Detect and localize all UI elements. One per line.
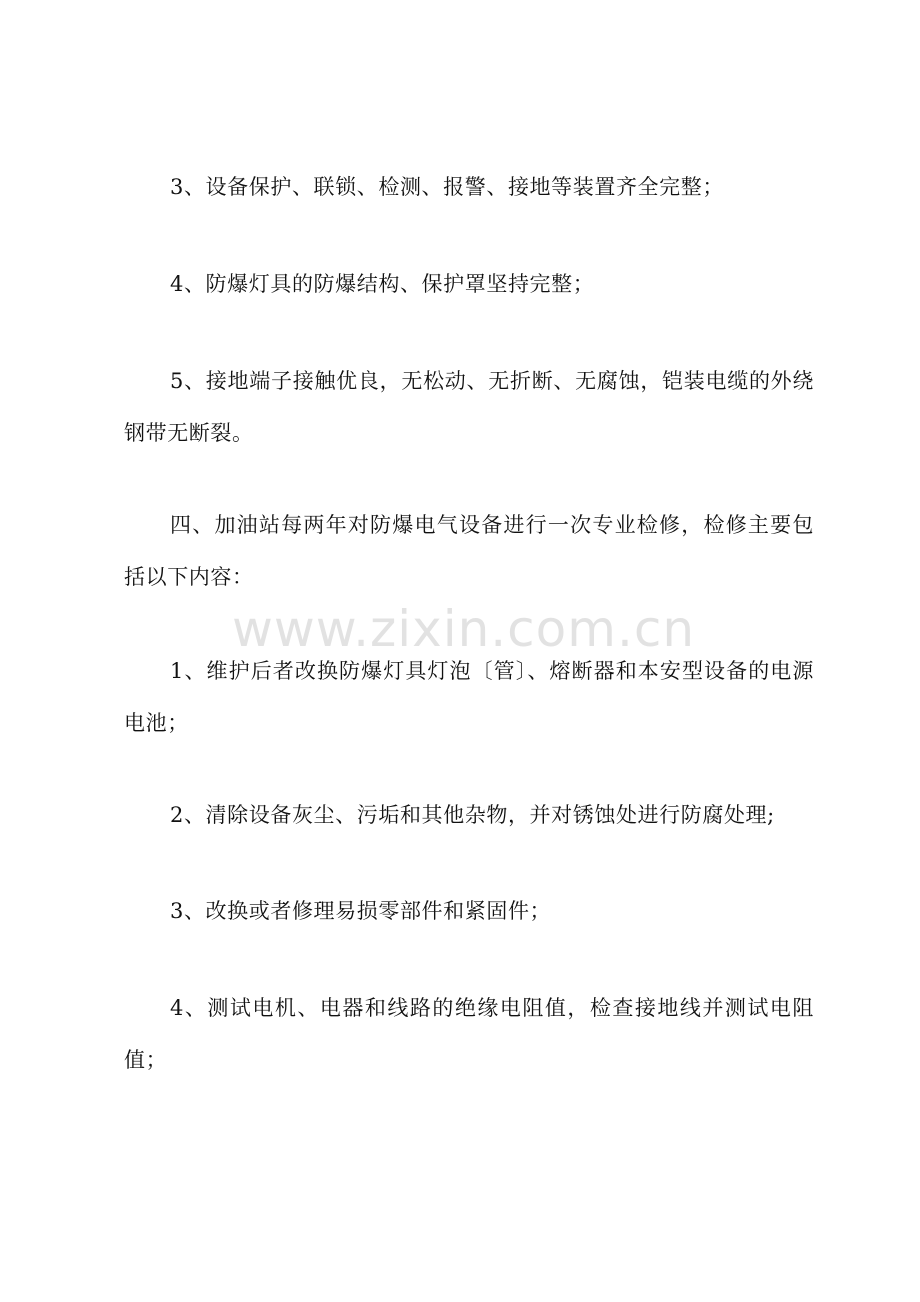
paragraph-item-2-cleaning: 2、清除设备灰尘、污垢和其他杂物，并对锈蚀处进行防腐处理; bbox=[170, 803, 775, 827]
paragraph-item-4-testing: 4、测试电机、电器和线路的绝缘电阻值，检查接地线并测试电阻值； bbox=[124, 996, 814, 1072]
paragraph-item-4-lamp-structure: 4、防爆灯具的防爆结构、保护罩坚持完整； bbox=[170, 272, 595, 296]
paragraph-item-1-maintenance: 1、维护后者改换防爆灯具灯泡〔管〕、熔断器和本安型设备的电源电池； bbox=[124, 659, 814, 735]
paragraph-item-3-protection: 3、设备保护、联锁、检测、报警、接地等装置齐全完整； bbox=[170, 175, 724, 199]
watermark-text: www.zixin.com.cn bbox=[232, 600, 696, 658]
paragraph-section-four-heading: 四、加油站每两年对防爆电气设备进行一次专业检修，检修主要包括以下内容： bbox=[124, 513, 814, 589]
paragraph-item-5-grounding: 5、接地端子接触优良，无松动、无折断、无腐蚀，铠装电缆的外绕钢带无断裂。 bbox=[124, 369, 814, 445]
paragraph-item-3-replace-parts: 3、改换或者修理易损零部件和紧固件； bbox=[170, 899, 552, 923]
